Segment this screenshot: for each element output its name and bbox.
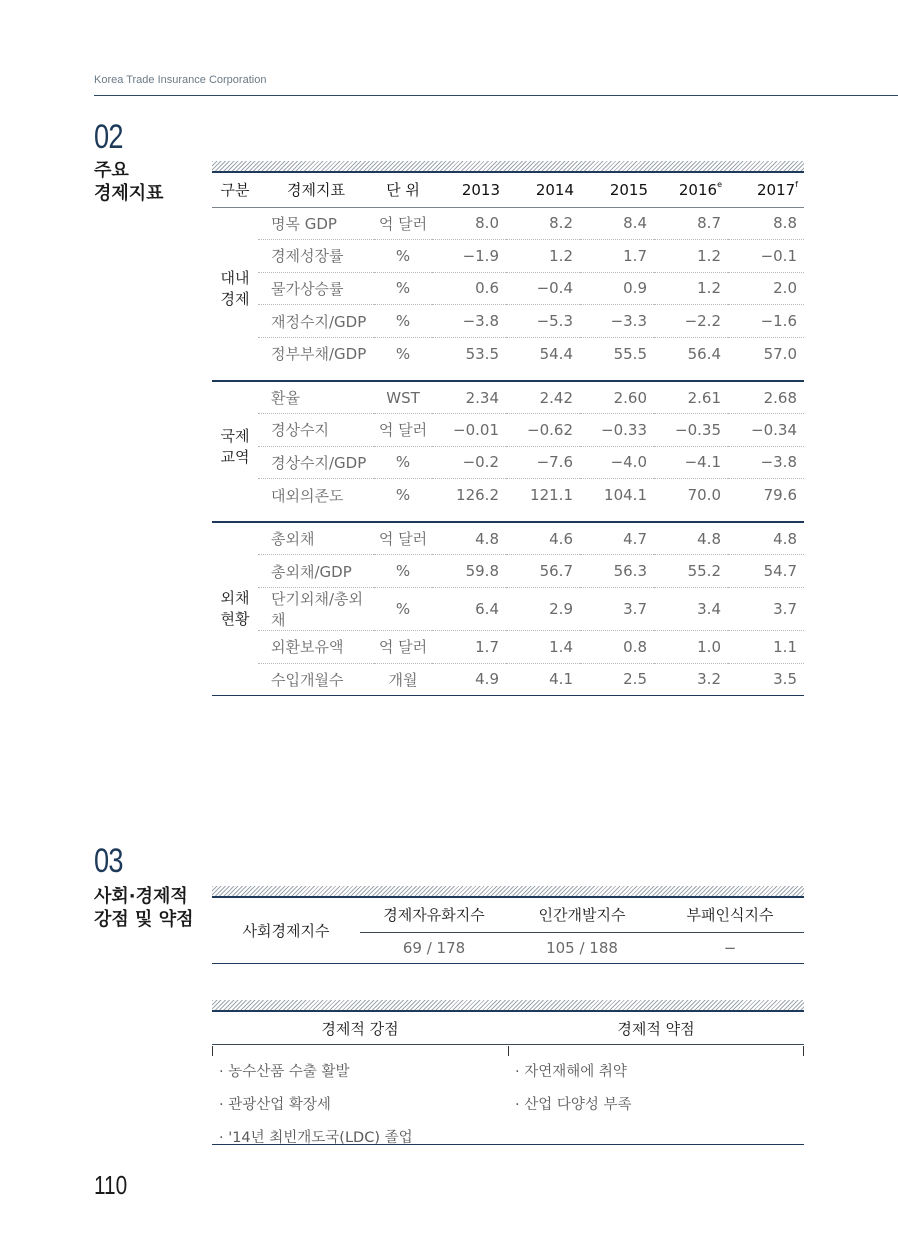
- indicator-value: 54.7: [728, 555, 804, 588]
- table-row: [212, 555, 804, 588]
- indicator-value: 0.9: [580, 272, 654, 305]
- indicator-unit: 억 달러: [374, 631, 432, 664]
- group-label: 대내 경제: [220, 268, 250, 308]
- indicator-value: −3.8: [432, 305, 506, 338]
- section-number-02: 02: [94, 118, 123, 156]
- indicator-value: −0.34: [728, 414, 804, 447]
- indicator-name: 외환보유액: [258, 631, 374, 664]
- indicator-name: 대외의존도: [271, 486, 344, 505]
- indicator-value: 3.7: [728, 588, 804, 631]
- table-row: [212, 207, 804, 240]
- indicator-unit: 억 달러: [374, 414, 432, 447]
- column-header: 단 위: [374, 173, 432, 207]
- index-hatch-band: [212, 886, 804, 896]
- indicator-value: 1.0: [654, 631, 728, 664]
- running-header: Korea Trade Insurance Corporation: [94, 74, 267, 86]
- indicator-value: 56.7: [506, 555, 580, 588]
- sw-table-body: [212, 1046, 804, 1145]
- indicator-name: 총외채/GDP: [258, 555, 374, 588]
- indicator-value: 2.42: [506, 381, 580, 414]
- section-number-03: 03: [94, 842, 123, 880]
- strength-item: · 농수산품 수출 활발: [219, 1056, 508, 1089]
- indicator-value: 3.2: [654, 663, 728, 696]
- table-row: [212, 337, 804, 370]
- indicator-unit: %: [374, 588, 432, 631]
- table-row: [212, 305, 804, 338]
- strengths-header: 경제적 강점: [321, 1020, 399, 1038]
- group-separator: [212, 370, 804, 381]
- indicator-unit: %: [374, 240, 432, 273]
- indicator-unit: 개월: [374, 663, 432, 696]
- socioeconomic-index-table: [212, 898, 804, 964]
- indicator-name: 물가상승률: [258, 272, 374, 305]
- table-row: [212, 479, 804, 512]
- indicator-value: −3.3: [580, 305, 654, 338]
- indicator-value: −3.8: [728, 446, 804, 479]
- indicator-unit: %: [374, 446, 432, 479]
- index-value-economic-freedom: 69 / 178: [360, 932, 508, 963]
- indicator-value: 1.7: [580, 240, 654, 273]
- section-title-02-line2: 경제지표: [94, 183, 164, 204]
- indicator-value: 57.0: [763, 344, 797, 363]
- header-superscript: e: [717, 180, 722, 190]
- indicator-value: 4.8: [432, 522, 506, 555]
- indicator-unit: 억 달러: [374, 207, 432, 240]
- indicator-value: 53.5: [465, 344, 499, 363]
- group-label: 국제 교역: [220, 426, 250, 466]
- table-row: [212, 631, 804, 664]
- indicator-unit: %: [374, 555, 432, 588]
- indicator-value: 2.61: [654, 381, 728, 414]
- indicator-value: 2.5: [580, 663, 654, 696]
- indicator-name: 정부부채/GDP: [271, 345, 367, 364]
- weakness-item: · 자연재해에 취약: [515, 1056, 804, 1089]
- column-header: 경제지표: [258, 173, 374, 207]
- group-separator: [212, 511, 804, 522]
- table-row: [212, 414, 804, 447]
- indicator-value: 3.4: [654, 588, 728, 631]
- indicator-value: 4.6: [506, 522, 580, 555]
- indicator-name: 환율: [258, 381, 374, 414]
- indicator-value: 1.7: [432, 631, 506, 664]
- indicator-value: −7.6: [506, 446, 580, 479]
- indicator-value: 2.9: [506, 588, 580, 631]
- column-header: 2013: [432, 173, 506, 207]
- indicator-value: 6.4: [432, 588, 506, 631]
- indicator-value: 2.34: [432, 381, 506, 414]
- indicator-value: −0.4: [506, 272, 580, 305]
- sw-right-tick: [803, 1046, 804, 1056]
- column-header: 2017$^f$: [728, 173, 804, 207]
- page-number: 110: [94, 1170, 128, 1200]
- section-title-02-line1: 주요: [94, 160, 129, 181]
- table-row: [212, 663, 804, 696]
- indicator-unit: WST: [374, 381, 432, 414]
- indicator-value: 8.2: [506, 207, 580, 240]
- indicator-value: 104.1: [604, 486, 647, 505]
- indicator-value: 2.60: [580, 381, 654, 414]
- column-header: 2014: [506, 173, 580, 207]
- section-title-02: [94, 159, 164, 205]
- table-row: [212, 240, 804, 273]
- column-header: 2015: [580, 173, 654, 207]
- indicator-value: 3.7: [580, 588, 654, 631]
- indicator-value: −0.33: [580, 414, 654, 447]
- index-col-human-development: 인간개발지수: [508, 898, 656, 932]
- indicator-value: −4.1: [654, 446, 728, 479]
- table-row: [212, 381, 804, 414]
- indicator-value: 55.5: [613, 344, 647, 363]
- indicator-value: 3.5: [728, 663, 804, 696]
- section-title-03-line1: 사회·경제적: [94, 886, 188, 907]
- indicator-unit: %: [395, 486, 411, 505]
- indicator-value: 56.3: [580, 555, 654, 588]
- indicator-value: 4.9: [432, 663, 506, 696]
- indicator-value: −1.9: [432, 240, 506, 273]
- indicator-name: 총외채: [258, 522, 374, 555]
- indicator-value: −1.6: [728, 305, 804, 338]
- indicator-name: 경제성장률: [258, 240, 374, 273]
- column-header: 구분: [212, 173, 258, 207]
- indicator-value: 4.8: [728, 522, 804, 555]
- indicator-value: 8.0: [432, 207, 506, 240]
- indicator-name: 재정수지/GDP: [258, 305, 374, 338]
- indicator-value: 59.8: [432, 555, 506, 588]
- weakness-item: · 산업 다양성 부족: [515, 1089, 804, 1122]
- indicator-value: 2.0: [728, 272, 804, 305]
- indicator-name: 단기외채/총외채: [258, 588, 374, 631]
- sw-table-header: [212, 1013, 804, 1045]
- indicator-value: 1.4: [506, 631, 580, 664]
- indicator-value: −0.01: [432, 414, 506, 447]
- indicator-unit: %: [374, 272, 432, 305]
- index-value-corruption-perception: −: [656, 932, 804, 963]
- indicator-value: −0.62: [506, 414, 580, 447]
- weaknesses-header: 경제적 약점: [617, 1020, 695, 1038]
- table-row: [212, 588, 804, 631]
- indicator-value: 4.1: [506, 663, 580, 696]
- indicator-value: 70.0: [687, 486, 721, 505]
- indicator-value: 2.68: [728, 381, 804, 414]
- indicator-value: 1.2: [654, 240, 728, 273]
- index-row-header: 사회경제지수: [212, 898, 360, 963]
- indicator-unit: 억 달러: [374, 522, 432, 555]
- indicator-value: 54.4: [539, 344, 573, 363]
- indicator-unit: %: [395, 344, 411, 363]
- sw-top-rule: [212, 1010, 804, 1012]
- indicator-value: −2.2: [654, 305, 728, 338]
- column-header: 2016e: [654, 173, 728, 207]
- indicator-value: 1.2: [654, 272, 728, 305]
- index-col-corruption-perception: 부패인식지수: [656, 898, 804, 932]
- indicator-value: 1.2: [506, 240, 580, 273]
- indicator-name: 수입개월수: [258, 663, 374, 696]
- indicator-value: −0.1: [728, 240, 804, 273]
- indicator-value: 55.2: [654, 555, 728, 588]
- index-value-human-development: 105 / 188: [508, 932, 656, 963]
- economic-indicators-table: [212, 173, 804, 696]
- indicator-value: 0.8: [580, 631, 654, 664]
- strengths-list: [212, 1046, 508, 1144]
- indicator-value: −5.3: [506, 305, 580, 338]
- header-rule: [94, 95, 898, 96]
- indicator-value: −0.2: [432, 446, 506, 479]
- section-title-03-line2: 강점 및 약점: [94, 909, 194, 930]
- indicator-value: 1.1: [728, 631, 804, 664]
- header-superscript: f: [795, 180, 798, 190]
- indicator-value: 8.8: [728, 207, 804, 240]
- indicator-value: 79.6: [763, 486, 797, 505]
- table-header-row: [212, 173, 804, 207]
- section-title-03: [94, 885, 193, 931]
- indicator-value: 4.7: [580, 522, 654, 555]
- strength-item: · '14년 최빈개도국(LDC) 졸업: [219, 1122, 508, 1155]
- indicator-value: −4.0: [580, 446, 654, 479]
- indicator-value: 56.4: [687, 344, 721, 363]
- indicator-unit: %: [374, 305, 432, 338]
- indicator-value: 4.8: [654, 522, 728, 555]
- indicator-value: 8.4: [580, 207, 654, 240]
- indicator-value: −0.35: [654, 414, 728, 447]
- indicator-value: 121.1: [530, 486, 573, 505]
- indicator-value: 8.7: [654, 207, 728, 240]
- table-row: [212, 446, 804, 479]
- indicator-name: 경상수지: [258, 414, 374, 447]
- weaknesses-list: [508, 1046, 804, 1144]
- sw-hatch-band: [212, 1000, 804, 1010]
- indicator-name: 명목 GDP: [258, 207, 374, 240]
- indicator-value: 0.6: [432, 272, 506, 305]
- group-label: 외채 현황: [212, 522, 258, 695]
- table-hatch-band: [212, 161, 804, 171]
- indicator-value: 126.2: [456, 486, 499, 505]
- strength-item: · 관광산업 확장세: [219, 1089, 508, 1122]
- table-row: [212, 272, 804, 305]
- index-col-economic-freedom: 경제자유화지수: [360, 898, 508, 932]
- indicator-name: 경상수지/GDP: [258, 446, 374, 479]
- table-row: [212, 522, 804, 555]
